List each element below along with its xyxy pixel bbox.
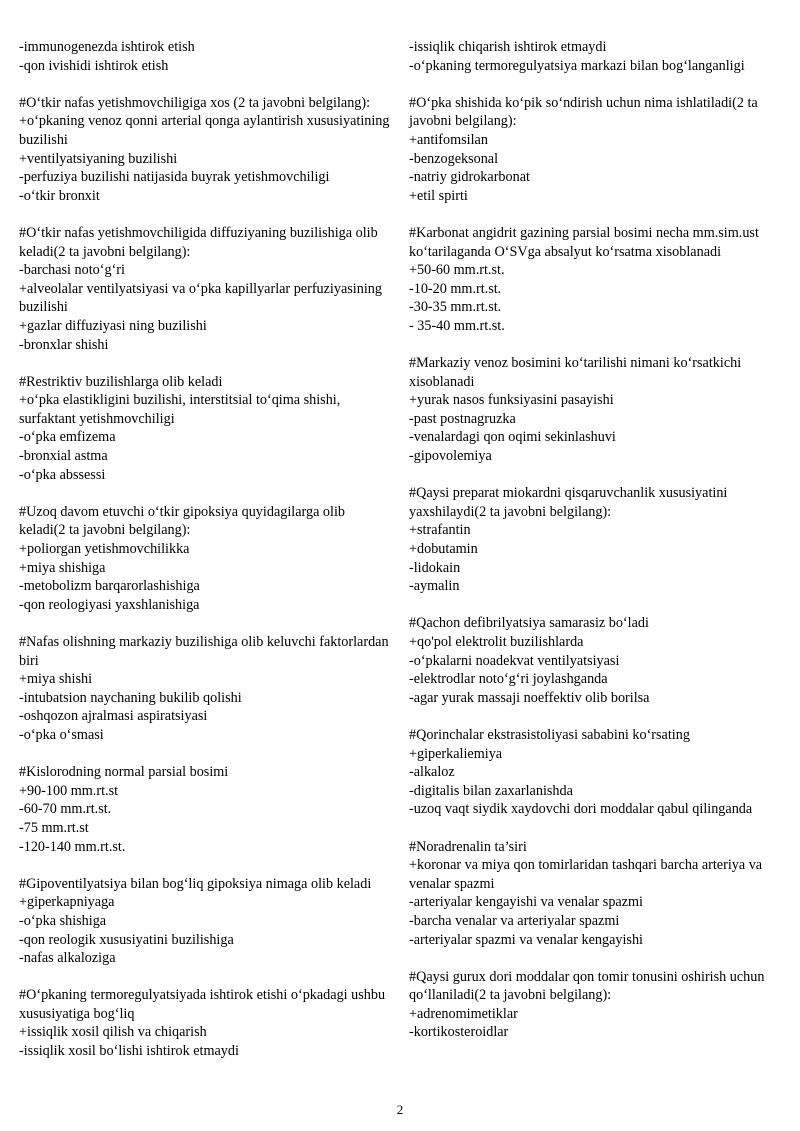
- wrong-answer: -aymalin: [409, 578, 460, 595]
- question-text: #O‘tkir nafas yetishmovchiligida diffuziyaning buzilishiga olib keladi(2 ta javobni belgilang):: [19, 224, 378, 260]
- wrong-answer: -o‘pka abssessi: [19, 466, 106, 483]
- question-block: [19, 986, 393, 1060]
- correct-answer: +gazlar diffuziyasi ning buzilishi: [19, 317, 207, 334]
- wrong-answer: -immunogenezda ishtirok etish: [19, 39, 195, 55]
- question-text: #Qaysi gurux dori moddalar qon tomir tonusini oshirish uchun qo‘llaniladi(2 ta javobni belgilang):: [409, 968, 765, 1004]
- wrong-answer: -issiqlik chiqarish ishtirok etmaydi: [409, 39, 607, 55]
- wrong-answer: -o‘pkaning termoregulyatsiya markazi bilan bog‘langanligi: [409, 57, 745, 74]
- question-block: [409, 354, 785, 466]
- question-block: [19, 94, 393, 206]
- wrong-answer: -perfuziya buzilishi natijasida buyrak yetishmovchiligi: [19, 169, 330, 186]
- wrong-answer: -digitalis bilan zaxarlanishda: [409, 782, 573, 799]
- wrong-answer: -120-140 mm.rt.st.: [19, 838, 126, 855]
- wrong-answer: -bronxlar shishi: [19, 336, 109, 353]
- wrong-answer: -elektrodlar noto‘g‘ri joylashganda: [409, 671, 608, 688]
- correct-answer: +miya shishi: [19, 671, 93, 688]
- question-block: [409, 838, 785, 950]
- wrong-answer: -barchasi noto‘g‘ri: [19, 262, 125, 279]
- wrong-answer: -lidokain: [409, 559, 461, 576]
- wrong-answer: -kortikosteroidlar: [409, 1024, 509, 1041]
- question-text: #Karbonat angidrit gazining parsial bosimi necha mm.sim.ust ko‘tarilaganda O‘SVga absalyut ko‘rsatma xisoblanadi: [409, 224, 759, 260]
- wrong-answer: -uzoq vaqt siydik xaydovchi dori moddalar qabul qilinganda: [409, 801, 753, 818]
- question-block: [409, 726, 785, 819]
- left-column: [19, 38, 393, 1079]
- correct-answer: +qo'pol elektrolit buzilishlarda: [409, 634, 584, 650]
- correct-answer: +o‘pka elastikligini buzilishi, interstitsial to‘qima shishi, surfaktant yetishmovchiligi: [19, 392, 341, 427]
- wrong-answer: -issiqlik xosil bo‘lishi ishtirok etmaydi: [19, 1043, 239, 1060]
- correct-answer: +koronar va miya qon tomirlaridan tashqari barcha arteriya va venalar spazmi: [409, 857, 763, 892]
- wrong-answer: -qon reologiyasi yaxshlanishiga: [19, 596, 200, 613]
- correct-answer: +poliorgan yetishmovchilikka: [19, 541, 190, 558]
- wrong-answer: -bronxial astma: [19, 448, 108, 465]
- question-block: [19, 373, 393, 485]
- wrong-answer: -o‘pkalarni noadekvat ventilyatsiyasi: [409, 652, 620, 669]
- question-text: #Noradrenalin ta’siri: [409, 838, 527, 855]
- question-text: #Kislorodning normal parsial bosimi: [19, 764, 229, 781]
- wrong-answer: -arteriyalar spazmi va venalar kengayishi: [409, 931, 643, 948]
- question-block: [409, 94, 785, 206]
- wrong-answer: -qon ivishidi ishtirok etish: [19, 57, 169, 74]
- wrong-answer: -10-20 mm.rt.st.: [409, 280, 502, 297]
- question-text: #Markaziy venoz bosimini ko‘tarilishi nimani ko‘rsatkichi xisoblanadi: [409, 355, 742, 390]
- correct-answer: +ventilyatsiyaning buzilishi: [19, 150, 178, 167]
- correct-answer: +miya shishiga: [19, 559, 106, 576]
- wrong-answer: - 35-40 mm.rt.st.: [409, 317, 505, 334]
- question-text: #Restriktiv buzilishlarga olib keladi: [19, 373, 223, 390]
- question-block: [19, 503, 393, 615]
- wrong-answer: -natriy gidrokarbonat: [409, 169, 530, 186]
- correct-answer: +90-100 mm.rt.st: [19, 782, 119, 799]
- question-block: [19, 224, 393, 354]
- correct-answer: +etil spirti: [409, 187, 468, 204]
- question-block: [19, 763, 393, 856]
- correct-answer: +adrenomimetiklar: [409, 1005, 518, 1022]
- wrong-answer: -o‘pka o‘smasi: [19, 726, 104, 743]
- wrong-answer: -o‘pka emfizema: [19, 429, 116, 446]
- wrong-answer: -alkaloz: [409, 764, 455, 781]
- wrong-answer: -barcha venalar va arteriyalar spazmi: [409, 912, 620, 929]
- wrong-answer: -agar yurak massaji noeffektiv olib borilsa: [409, 689, 650, 706]
- wrong-answer: -75 mm.rt.st: [19, 819, 89, 836]
- question-block: [409, 38, 785, 75]
- question-text: #Qorinchalar ekstrasistoliyasi sababini ko‘rsating: [409, 726, 690, 743]
- question-text: #Gipoventilyatsiya bilan bog‘liq gipoksiya nimaga olib keladi: [19, 875, 372, 892]
- question-block: [409, 224, 785, 336]
- question-block: [409, 968, 785, 1042]
- wrong-answer: -30-35 mm.rt.st.: [409, 299, 502, 316]
- question-text: #O‘tkir nafas yetishmovchiligiga xos (2 ta javobni belgilang):: [19, 94, 371, 111]
- wrong-answer: -arteriyalar kengayishi va venalar spazmi: [409, 894, 643, 911]
- wrong-answer: -intubatsion naychaning bukilib qolishi: [19, 689, 242, 706]
- correct-answer: +alveolalar ventilyatsiyasi va o‘pka kapillyarlar perfuziyasining buzilishi: [19, 280, 382, 316]
- question-text: #O‘pkaning termoregulyatsiyada ishtirok etishi o‘pkadagi ushbu xususiyatiga bog‘liq: [19, 987, 386, 1022]
- correct-answer: +giperkaliemiya: [409, 745, 503, 762]
- question-text: #O‘pka shishida ko‘pik so‘ndirish uchun nima ishlatiladi(2 ta javobni belgilang):: [409, 94, 758, 130]
- correct-answer: +50-60 mm.rt.st.: [409, 262, 505, 279]
- question-text: #Qachon defibrilyatsiya samarasiz bo‘ladi: [409, 615, 649, 632]
- correct-answer: +dobutamin: [409, 541, 478, 558]
- question-block: [19, 633, 393, 745]
- question-block: [19, 875, 393, 968]
- wrong-answer: -past postnagruzka: [409, 410, 516, 427]
- wrong-answer: -venalardagi qon oqimi sekinlashuvi: [409, 429, 616, 446]
- question-block: [409, 484, 785, 596]
- wrong-answer: -gipovolemiya: [409, 448, 492, 465]
- correct-answer: +giperkapniyaga: [19, 894, 115, 911]
- question-text: #Uzoq davom etuvchi o‘tkir gipoksiya quyidagilarga olib keladi(2 ta javobni belgilang):: [19, 503, 345, 539]
- correct-answer: +o‘pkaning venoz qonni arterial qonga aylantirish xususiyatining buzilishi: [19, 113, 390, 148]
- correct-answer: +antifomsilan: [409, 131, 488, 148]
- wrong-answer: -metobolizm barqarorlashishiga: [19, 578, 200, 595]
- wrong-answer: -nafas alkaloziga: [19, 950, 116, 967]
- wrong-answer: -oshqozon ajralmasi aspiratsiyasi: [19, 708, 208, 725]
- wrong-answer: -60-70 mm.rt.st.: [19, 801, 112, 818]
- question-text: #Nafas olishning markaziy buzilishiga olib keluvchi faktorlardan biri: [19, 634, 389, 669]
- wrong-answer: -benzogeksonal: [409, 150, 499, 167]
- correct-answer: +yurak nasos funksiyasini pasayishi: [409, 392, 614, 409]
- wrong-answer: -o‘tkir bronxit: [19, 187, 100, 204]
- right-column: [409, 38, 785, 1061]
- question-block: [409, 614, 785, 707]
- correct-answer: +strafantin: [409, 522, 471, 539]
- question-text: #Qaysi preparat miokardni qisqaruvchanlik xususiyatini yaxshilaydi(2 ta javobni belgilang):: [409, 485, 728, 520]
- wrong-answer: -o‘pka shishiga: [19, 912, 107, 929]
- page-number: 2: [396, 1102, 404, 1117]
- correct-answer: +issiqlik xosil qilish va chiqarish: [19, 1024, 207, 1041]
- question-block: [19, 38, 393, 75]
- wrong-answer: -qon reologik xususiyatini buzilishiga: [19, 931, 234, 948]
